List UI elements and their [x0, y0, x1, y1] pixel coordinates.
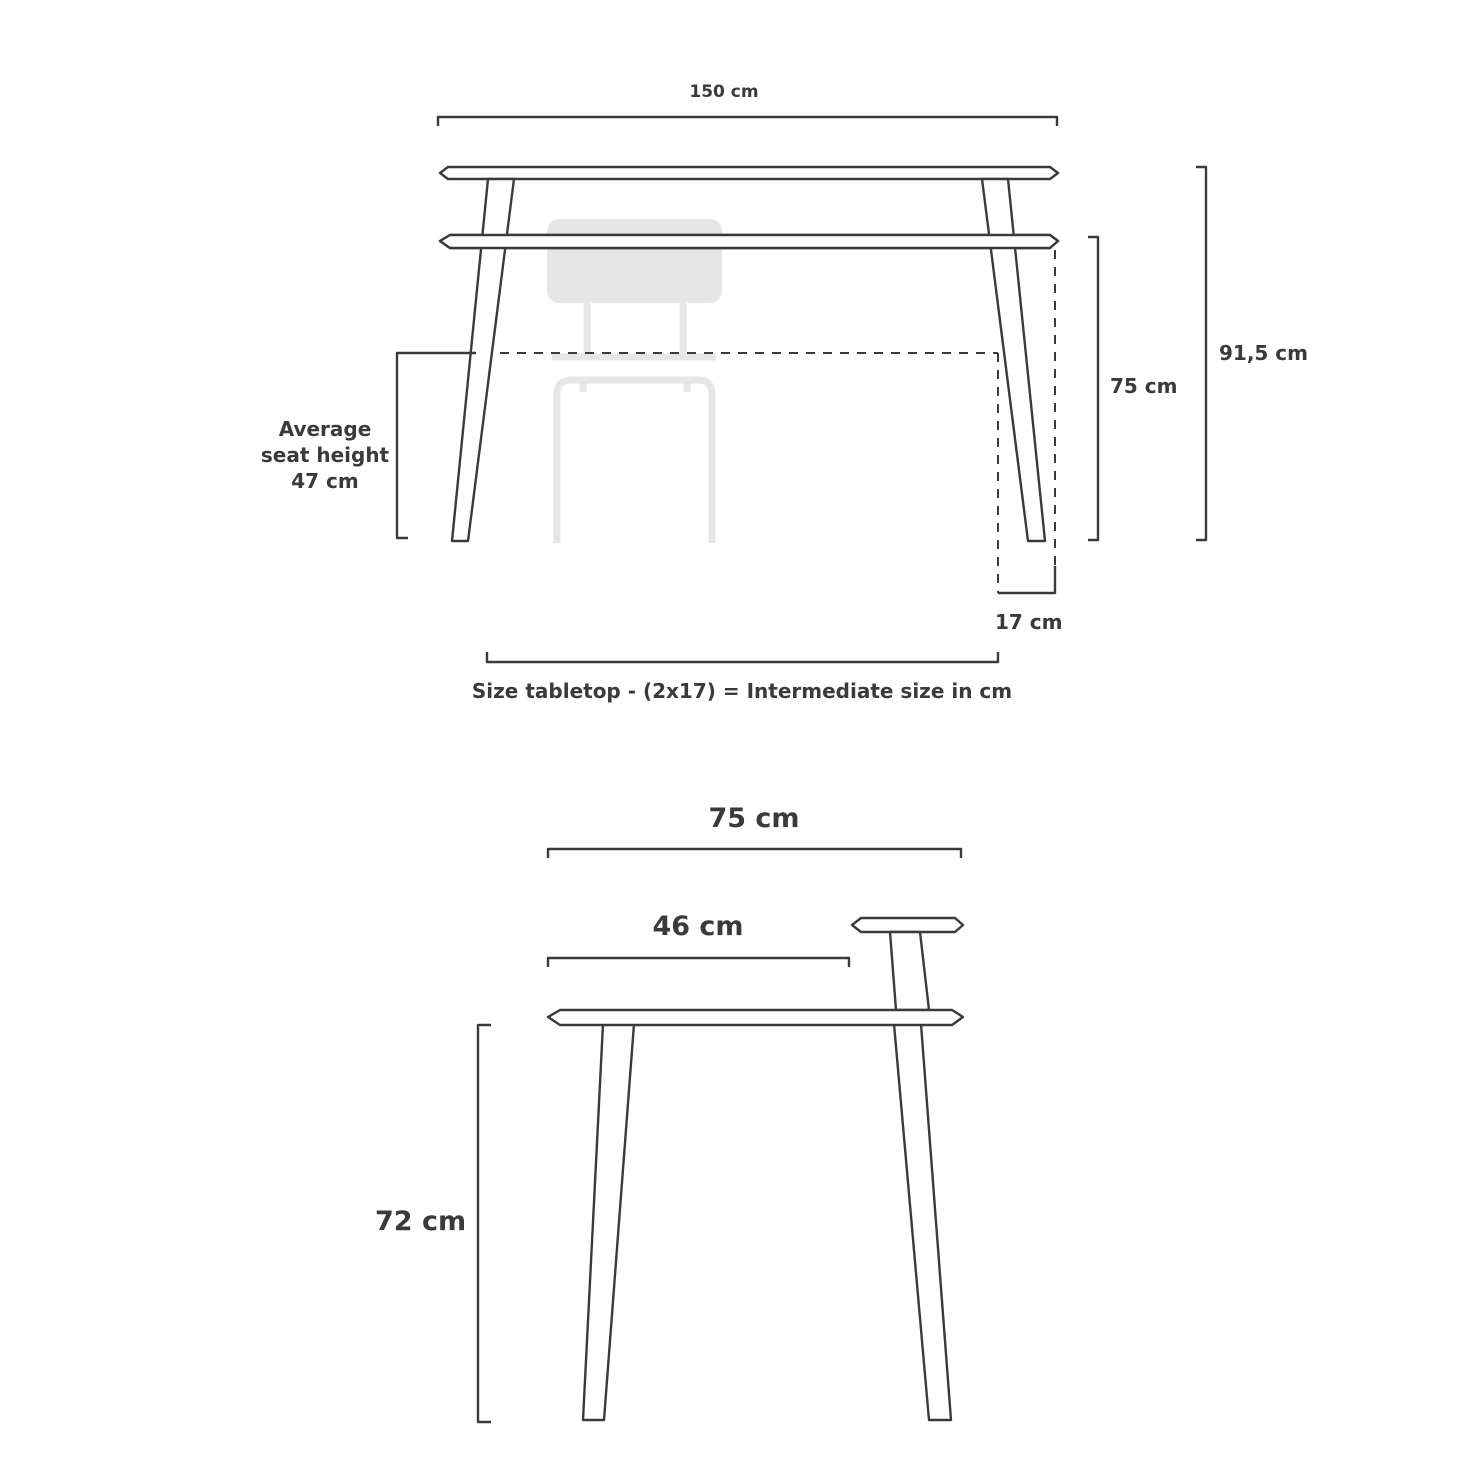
side-height-bracket [478, 1025, 491, 1422]
top-height-bracket [1088, 237, 1098, 540]
depth-label: 75 cm [708, 803, 800, 834]
seat-height-label [248, 416, 402, 494]
depth-dimension-line [548, 849, 961, 858]
front-view [397, 117, 1206, 662]
side-back-leg [894, 1024, 951, 1420]
total-height-bracket [1196, 167, 1206, 540]
right-leg [982, 179, 1045, 541]
side-support-post [890, 932, 929, 1010]
inset-label: 17 cm [995, 610, 1063, 634]
total-height-label: 91,5 cm [1219, 341, 1309, 365]
chair-backrest [547, 219, 722, 303]
width-label: 150 cm [689, 82, 759, 102]
intermediate-size-line [487, 652, 998, 662]
inset-dimension-line [998, 566, 1055, 593]
seat-height-line-1: Average [278, 417, 372, 441]
left-leg [452, 179, 514, 541]
side-lower-shelf [548, 1010, 963, 1025]
shelf-depth-label: 46 cm [652, 911, 744, 942]
shelf-depth-dimension-line [548, 958, 849, 967]
chair-silhouette [547, 219, 722, 543]
seat-height-line-3: 47 cm [291, 469, 359, 493]
width-dimension-line [438, 117, 1057, 126]
top-height-label: 75 cm [1110, 374, 1178, 398]
side-front-leg [583, 1024, 634, 1420]
seat-height-line-2: seat height [260, 443, 390, 467]
side-tabletop [852, 918, 963, 932]
side-height-label: 72 cm [375, 1206, 467, 1237]
tabletop [440, 167, 1058, 179]
formula-label: Size tabletop - (2x17) = Intermediate size in cm [471, 679, 1013, 703]
